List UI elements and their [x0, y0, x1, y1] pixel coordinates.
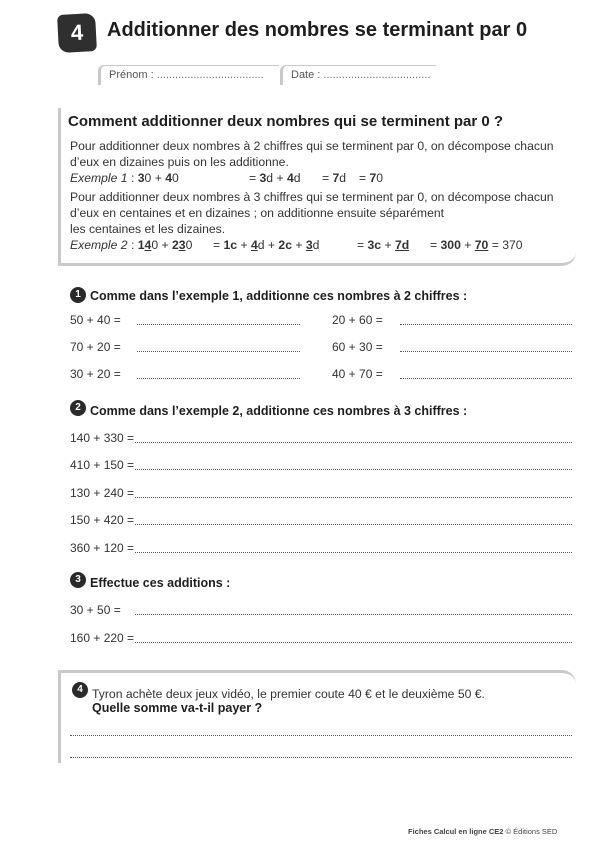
lesson-p2-line3: les centaines et les dizaines.	[70, 222, 226, 236]
ex2-item-4-answer[interactable]	[135, 524, 572, 525]
ex1-left-3-answer[interactable]	[137, 378, 300, 379]
example-1-step1: = 3d + 4d	[249, 171, 301, 185]
ex1-left-3: 30 + 20 =	[70, 367, 121, 381]
exercise-4-number: 4	[72, 682, 88, 698]
exercise-3-number: 3	[70, 572, 86, 588]
example-2-label: Exemple 2	[70, 238, 128, 252]
exercise-1-title: Comme dans l’exemple 1, additionne ces nombres à 2 chiffres :	[90, 289, 468, 303]
footer	[408, 827, 557, 836]
ex1-right-1-answer[interactable]	[400, 324, 572, 325]
ex4-answer-line-1[interactable]	[70, 735, 572, 736]
ex2-item-3-answer[interactable]	[135, 497, 572, 498]
exercise-2-number: 2	[70, 400, 86, 416]
ex1-right-3: 40 + 70 =	[332, 367, 383, 381]
footer-copyright: © Éditions SED	[503, 827, 558, 836]
ex1-left-1-answer[interactable]	[137, 324, 300, 325]
exercise-1-number: 1	[70, 287, 86, 303]
ex2-item-2-answer[interactable]	[135, 469, 572, 470]
example-1-label: Exemple 1	[70, 171, 128, 185]
example-1-step2: = 7d	[322, 171, 347, 185]
ex3-item-1-answer[interactable]	[135, 614, 572, 615]
lesson-p1-line1: Pour additionner deux nombres à 2 chiffres qui se terminent par 0, on décompose chacun	[70, 139, 554, 153]
ex1-right-2-answer[interactable]	[400, 351, 572, 352]
date-label: Date :	[291, 69, 321, 81]
example-2-result: = 300 + 70 = 370	[430, 238, 523, 252]
example-2: Exemple 2 : 140 + 230	[70, 238, 193, 252]
ex2-item-5: 360 + 120 =	[70, 541, 135, 555]
example-2-step1: = 1c + 4d + 2c + 3d	[213, 238, 320, 252]
ex2-item-1-answer[interactable]	[135, 442, 572, 443]
ex3-item-2-answer[interactable]	[135, 642, 572, 643]
lesson-title: Comment additionner deux nombres qui se terminent par 0 ?	[68, 113, 504, 130]
ex2-item-2: 410 + 150 =	[70, 458, 135, 472]
lesson-p2-line1: Pour additionner deux nombres à 3 chiffres qui se terminent par 0, on décompose chacun	[70, 190, 554, 204]
footer-book: Fiches Calcul en ligne CE2	[408, 827, 504, 836]
ex1-right-2: 60 + 30 =	[332, 340, 383, 354]
date-dots: ...................................	[323, 69, 431, 81]
lesson-p1-line2: d’eux en dizaines puis on les additionne.	[70, 155, 289, 169]
exercise-2-title: Comme dans l’exemple 2, additionne ces nombres à 3 chiffres :	[90, 404, 468, 418]
ex4-answer-line-2[interactable]	[70, 757, 572, 758]
ex1-right-3-answer[interactable]	[400, 378, 572, 379]
prenom-label: Prénom :	[109, 69, 154, 81]
prenom-dots: ...................................	[156, 69, 264, 81]
ex1-right-1: 20 + 60 =	[332, 313, 383, 327]
ex2-item-1: 140 + 330 =	[70, 431, 135, 445]
sheet-number-badge: 4	[57, 13, 97, 53]
page-title: Additionner des nombres se terminant par 0	[107, 19, 528, 41]
ex3-item-2: 160 + 220 =	[70, 631, 135, 645]
exercise-4-question: Quelle somme va-t-il payer ?	[92, 701, 263, 715]
date-field[interactable]	[280, 65, 436, 85]
ex2-item-3: 130 + 240 =	[70, 486, 135, 500]
lesson-p2-line2: d’eux en centaines et en dizaines ; on additionne ensuite séparément	[70, 206, 445, 220]
ex1-left-2-answer[interactable]	[137, 351, 300, 352]
ex3-item-1: 30 + 50 =	[70, 603, 121, 617]
ex1-left-1: 50 + 40 =	[70, 313, 121, 327]
prenom-field[interactable]	[98, 65, 279, 85]
problem-frame	[58, 670, 576, 763]
ex2-item-4: 150 + 420 =	[70, 513, 135, 527]
exercise-4-text: Tyron achète deux jeux vidéo, le premier coute 40 € et le deuxième 50 €.	[92, 687, 485, 701]
example-1-result: = 70	[359, 171, 384, 185]
ex1-left-2: 70 + 20 =	[70, 340, 121, 354]
ex2-item-5-answer[interactable]	[135, 552, 572, 553]
exercise-3-title: Effectue ces additions :	[90, 576, 231, 590]
example-1: Exemple 1 : 30 + 40	[70, 171, 179, 185]
example-2-step2: = 3c + 7d	[357, 238, 410, 252]
